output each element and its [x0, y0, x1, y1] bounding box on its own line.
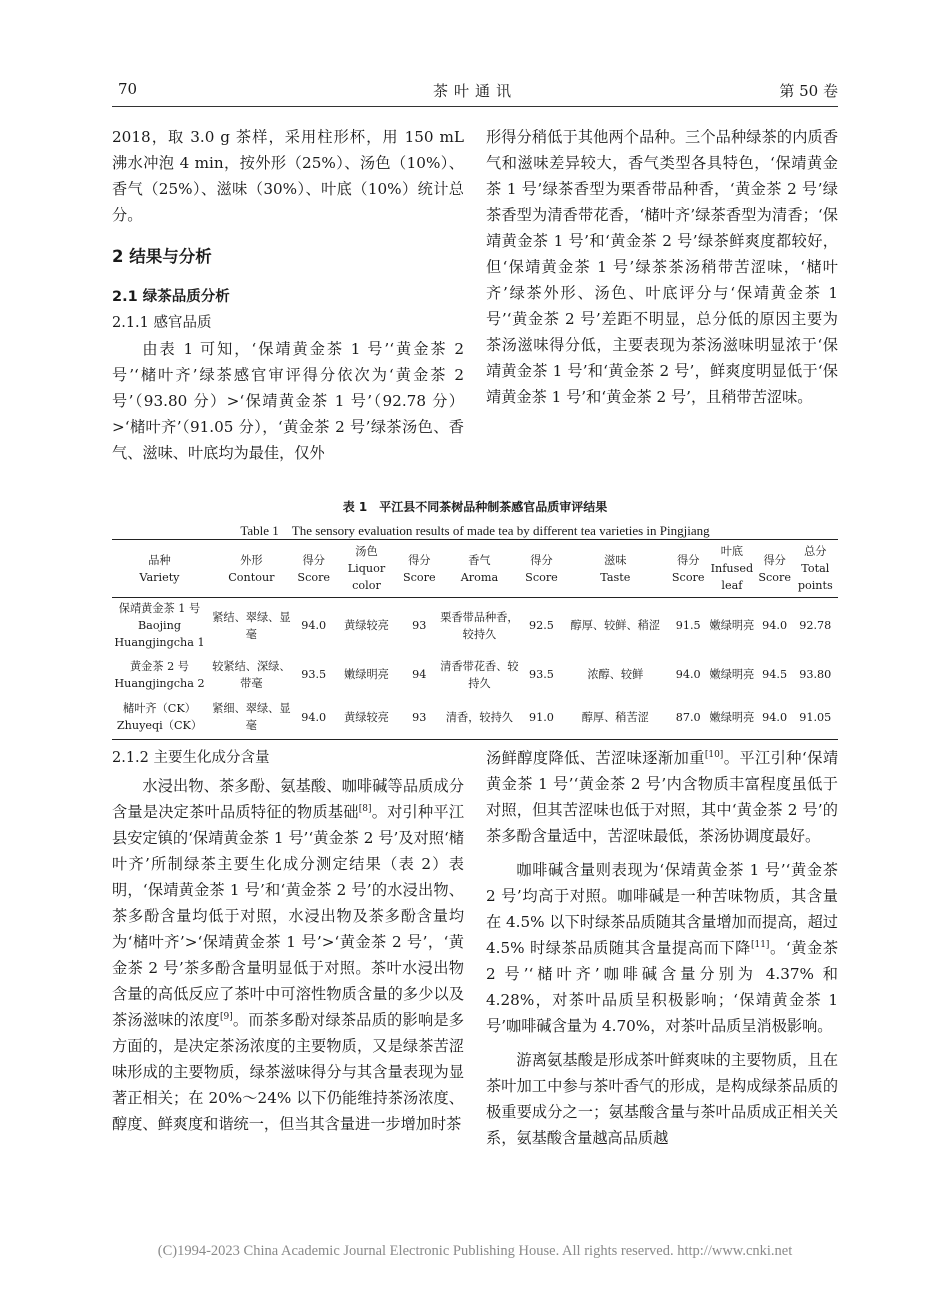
cell-contour: 紧细、翠绿、显毫: [212, 702, 291, 733]
citation-8: [8]: [358, 804, 372, 814]
cell-aroma: 栗香带品种香，较持久: [440, 610, 519, 641]
journal-name: 茶叶通讯: [432, 82, 517, 100]
left-column-bottom: [112, 745, 464, 1137]
citation-11: [11]: [750, 940, 770, 950]
sensory-table: [112, 539, 838, 740]
cell-variety: 黄金茶 2 号 Huangjingcha 2: [114, 659, 205, 690]
th-variety: 品种 Variety: [139, 553, 180, 584]
section-heading-2-1-1: 2.1.1 感官品质: [112, 315, 212, 331]
th-liquor: 汤色 Liquor color: [347, 545, 386, 592]
left-column-top: [112, 124, 464, 466]
page-number: 70: [118, 80, 138, 98]
cell-score: 94.0: [301, 710, 327, 724]
cell-score: 94.0: [675, 668, 701, 681]
copyright-footer: (C)1994-2023 China Academic Journal Electronic Publishing House. All rights reserved. http://www.cnki.net: [157, 1243, 793, 1259]
cell-aroma: 清香，较持久: [445, 710, 513, 724]
th-score: 得分 Score: [297, 553, 331, 584]
right-column-top: [486, 124, 838, 410]
biochem-paragraph: 水浸出物、茶多酚、氨基酸、咖啡碱等品质成分含量是决定茶叶品质特征的物质基础[8]。对引种平江县安定镇的‘保靖黄金茶 1 号’‘黄金茶 2 号’及对照‘槠叶齐’所制绿茶主要生化成分测定结果（表 2）表明，‘保靖黄金茶 1 号’和‘黄金茶 2 号’的水浸出物、茶多酚含量均低于对照，水浸出物及茶多酚含量均为‘槠叶齐’>‘保靖黄金茶 1 号’>‘黄金茶 2 号’，‘黄金茶 2 号’茶多酚含量明显低于对照。茶叶水浸出物含量的高低反应了茶叶中可溶性物质含量的多少以及茶汤滋味的浓度[9]。而茶多酚对绿茶品质的影响是多方面的，是决定茶汤浓度的主要物质，又是绿茶苦涩味形成的主要物质，绿茶滋味得分与其含量表现为显著正相关；在 20%～24% 以下仍能维持茶汤浓度、醇度、鲜爽度和谐统一，但当其含量进一步增加时茶: [112, 777, 465, 1133]
cell-liquor: 黄绿较亮: [344, 710, 389, 724]
cell-score: 93: [412, 710, 427, 724]
table-header-row: [112, 540, 838, 598]
cell-score: 91.5: [675, 619, 701, 632]
section-heading-2: 2 结果与分析: [112, 247, 212, 266]
cell-leaf: 嫩绿明亮: [709, 668, 755, 681]
citation-9: [9]: [219, 1012, 233, 1022]
cell-score: 93.5: [301, 668, 327, 681]
cell-liquor: 嫩绿明亮: [344, 668, 389, 681]
cell-score: 94.0: [762, 619, 788, 632]
cell-score: 87.0: [675, 710, 701, 724]
method-paragraph-end: 2018，取 3.0 g 茶样，采用柱形杯，用 150 mL 沸水冲泡 4 min，按外形（25%）、汤色（10%）、香气（25%）、滋味（30%）、叶底（10%）统计总分。: [112, 128, 464, 224]
cell-contour: 较紧结、深绿、带毫: [212, 659, 291, 690]
volume-label: 第 50 卷: [779, 82, 838, 100]
table-caption-en: Table 1 The sensory evaluation results of made tea by different tea varieties in Pingjiang: [240, 523, 710, 538]
th-score: 得分 Score: [758, 553, 791, 584]
cell-score: 93.5: [529, 668, 554, 681]
cell-total: 92.78: [799, 619, 832, 632]
th-score: 得分 Score: [671, 553, 705, 584]
cell-leaf: 嫩绿明亮: [709, 619, 755, 632]
cell-score: 94: [412, 668, 427, 681]
cell-variety: 保靖黄金茶 1 号 Baojing Huangjingcha 1: [114, 602, 205, 649]
section-heading-2-1-2: 2.1.2 主要生化成分含量: [112, 750, 270, 766]
th-total: 总分 Total points: [797, 545, 833, 592]
th-contour: 外形 Contour: [228, 553, 275, 584]
right-column-bottom: [486, 745, 838, 1151]
cell-taste: 醇厚、稍苦涩: [581, 710, 649, 724]
table-row: [112, 696, 838, 739]
section-heading-2-1: 2.1 绿茶品质分析: [112, 289, 230, 305]
th-taste: 滋味 Taste: [600, 553, 631, 584]
cell-total: 91.05: [799, 710, 832, 724]
cell-score: 94.0: [301, 619, 327, 632]
table-row: [112, 598, 838, 654]
running-header: [112, 80, 838, 107]
sensory-paragraph-continued: 形得分稍低于其他两个品种。三个品种绿茶的内质香气和滋味差异较大，香气类型各具特色，‘保靖黄金茶 1 号’绿茶香型为栗香带品种香，‘黄金茶 2 号’绿茶香型为清香带花香，‘槠叶齐’绿茶香型为清香；‘保靖黄金茶 1 号’和‘黄金茶 2 号’绿茶鲜爽度都较好，但‘保靖黄金茶 1 号’绿茶茶汤稍带苦涩味，‘槠叶齐’绿茶外形、汤色、叶底评分与‘保靖黄金茶 1 号’‘黄金茶 2 号’差距不明显，总分低的原因主要为茶汤滋味得分低，主要表现为茶汤滋味明显浓于‘保靖黄金茶 1 号’和‘黄金茶 2 号’，鲜爽度明显低于‘保靖黄金茶 1 号’和‘黄金茶 2 号’，且稍带苦涩味。: [486, 128, 838, 406]
th-score: 得分 Score: [402, 553, 436, 584]
citation-10: [10]: [704, 750, 724, 760]
cell-aroma: 清香带花香、较持久: [440, 659, 519, 690]
cell-taste: 浓醇、较鲜: [587, 668, 644, 681]
cell-taste: 醇厚、较鲜、稍涩: [570, 619, 661, 632]
th-infused-leaf: 叶底 Infused leaf: [710, 545, 754, 592]
cell-score: 91.0: [529, 710, 554, 724]
cell-liquor: 黄绿较亮: [344, 619, 389, 632]
cell-total: 93.80: [799, 668, 832, 681]
table-row: [112, 653, 838, 696]
cell-score: 92.5: [529, 619, 554, 632]
cell-score: 94.0: [762, 710, 788, 724]
cell-variety: 槠叶齐（CK） Zhuyeqi（CK）: [116, 702, 203, 733]
th-aroma: 香气 Aroma: [460, 553, 499, 584]
amino-acid-paragraph: 游离氨基酸是形成茶叶鲜爽味的主要物质，且在茶叶加工中参与茶叶香气的形成，是构成绿茶品质的极重要成分之一；氨基酸含量与茶叶品质成正相关关系，氨基酸含量越高品质越: [486, 1051, 838, 1147]
cell-contour: 紧结、翠绿、显毫: [212, 610, 291, 641]
th-score: 得分 Score: [525, 553, 558, 584]
cell-leaf: 嫩绿明亮: [709, 710, 755, 724]
caffeine-paragraph: 咖啡碱含量则表现为‘保靖黄金茶 1 号’‘黄金茶 2 号’均高于对照。咖啡碱是一种苦味物质，其含量在 4.5% 以下时绿茶品质随其含量增加而提高，超过 4.5% 时绿茶品质随其含量提高而下降[11]。‘黄金茶 2 号’‘槠叶齐’咖啡碱含量分别为 4.37% 和 4.28%，对茶叶品质呈积极影响；‘保靖黄金茶 1 号’咖啡碱含量为 4.70%，对茶叶品质呈消极影响。: [486, 861, 839, 1035]
cell-score: 94.5: [762, 668, 788, 681]
table-caption-cn: 表 1 平江县不同茶树品种制茶感官品质审评结果: [342, 500, 608, 514]
polyphenol-paragraph-continued: 汤鲜醇度降低、苦涩味逐渐加重[10]。平江引种‘保靖黄金茶 1 号’‘黄金茶 2 号’内含物质丰富程度虽低于对照，但其苦涩味也低于对照，其中‘黄金茶 2 号’的茶多酚含量适中，苦涩味最低，茶汤协调度最好。: [486, 749, 839, 845]
cell-score: 93: [412, 619, 427, 632]
sensory-paragraph: 由表 1 可知，‘保靖黄金茶 1 号’‘黄金茶 2 号’‘槠叶齐’绿茶感官审评得分依次为‘黄金茶 2 号’（93.80 分）>‘保靖黄金茶 1 号’（92.78 分）>‘槠叶齐’（91.05 分），‘黄金茶 2 号’绿茶汤色、香气、滋味、叶底均为最佳，仅外: [112, 340, 464, 462]
